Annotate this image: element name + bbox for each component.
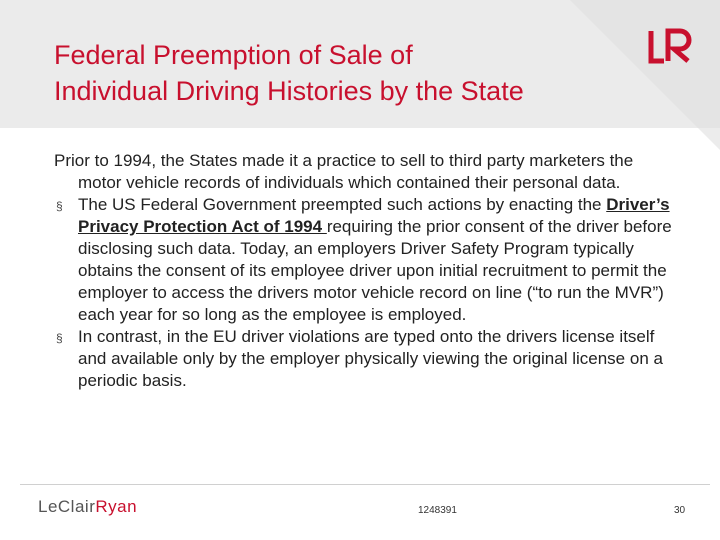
bullet-item-2 — [54, 326, 674, 392]
bullet-1-text-after: requiring the prior consent of the driver before disclosing such data. Today, an employers Driver Safety Program typically obtains the consent of its employee driver upon initial recruitment to permit the employer to access the drivers motor vehicle record on line (“to run the MVR”) each year for so long as the employee is employed. — [78, 217, 672, 324]
bullet-item-1 — [54, 194, 674, 326]
bullet-1-text-before: The US Federal Government preempted such actions by enacting the — [78, 195, 607, 214]
lr-logo-icon — [648, 28, 692, 64]
slide-title — [54, 37, 614, 109]
bullet-2-text: In contrast, in the EU driver violations are typed onto the drivers license itself and available only by the employer physically viewing the original license on a periodic basis. — [78, 327, 663, 390]
title-line-2: Individual Driving Histories by the State — [54, 76, 524, 106]
dppa-link[interactable]: Driver’s Privacy Protection Act of 1994 — [78, 195, 670, 236]
bullet-marker: § — [56, 199, 63, 213]
document-number: 1248391 — [418, 505, 457, 516]
footer-divider — [20, 484, 710, 485]
slide-body — [54, 150, 674, 392]
page-number: 30 — [674, 505, 686, 516]
bullet-marker: § — [56, 331, 63, 345]
svg-text:LeClairRyan: LeClairRyan — [38, 497, 138, 516]
intro-paragraph: Prior to 1994, the States made it a practice to sell to third party marketers the motor vehicle records of individuals which contained their personal data. — [54, 151, 634, 192]
leclairryan-logo — [38, 493, 168, 519]
title-line-1: Federal Preemption of Sale of — [54, 40, 413, 70]
